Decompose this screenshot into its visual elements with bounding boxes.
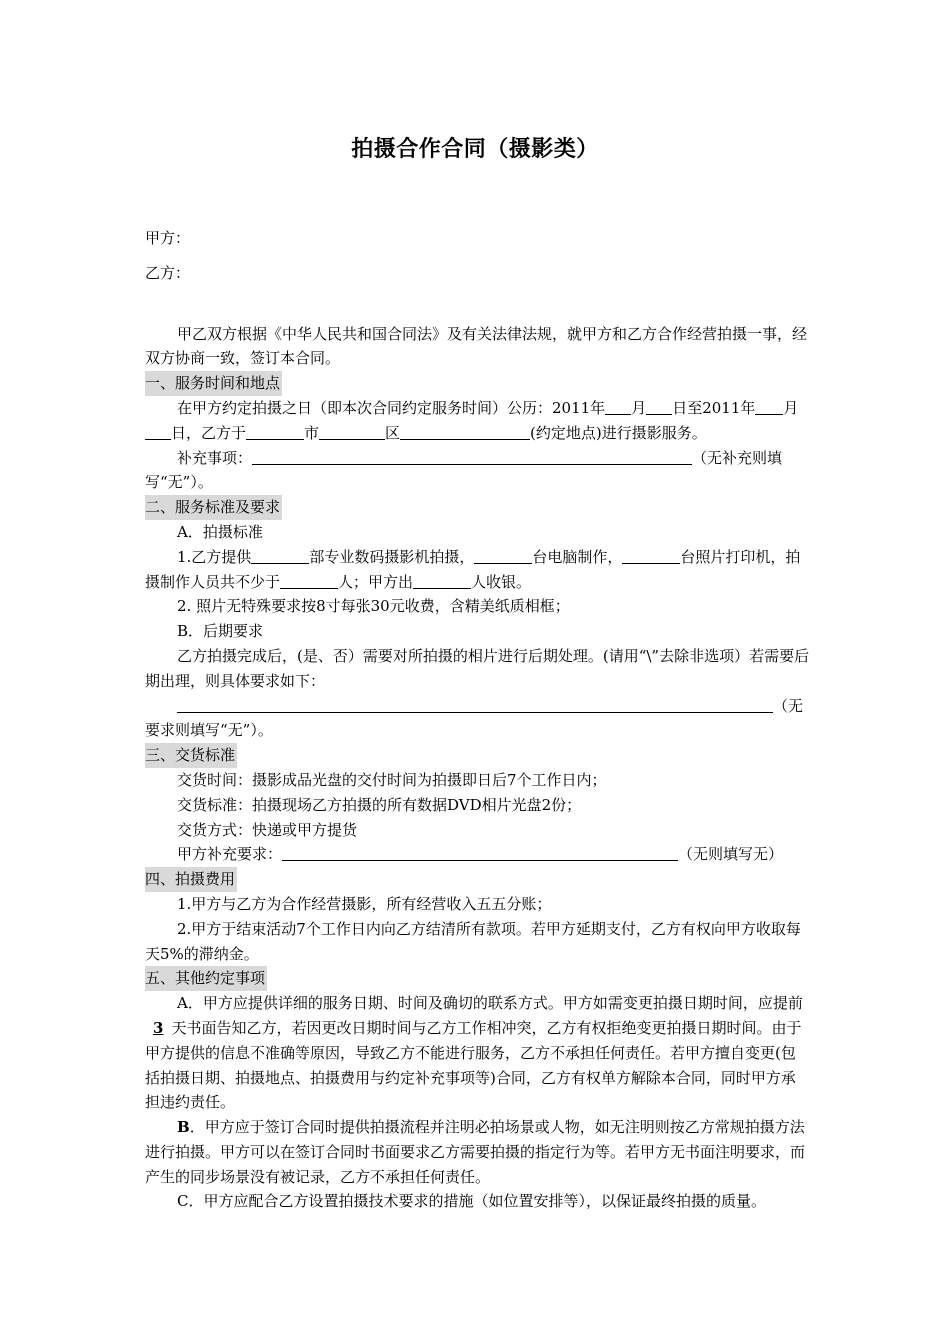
page-title: 拍摄合作合同（摄影类） (351, 137, 599, 162)
delivery-method: 交货方式：快递或甲方提货 (177, 820, 358, 839)
party-b-label: 乙方： (145, 263, 191, 282)
section-2-heading: 二、服务标准及要求 (145, 495, 810, 520)
delivery-time: 交货时间：摄影成品光盘的交付时间为拍摄即日后7个工作日内； (177, 770, 607, 789)
section-3-heading: 三、交货标准 (145, 743, 810, 768)
party-a-extra-requirements: 甲方补充要求： （无则填写无） (177, 845, 784, 864)
intro-paragraph: 甲乙双方根据《中华人民共和国合同法》及有关法律法规，就甲方和乙方合作经营拍摄一事，经双方协商一致，签订本合同。 (145, 324, 808, 368)
section-5-heading: 五、其他约定事项 (145, 966, 810, 991)
party-a-label: 甲方： (145, 229, 191, 247)
clause-c-paragraph: C．甲方应配合乙方设置拍摄技术要求的措施（如位置安排等），以保证最终拍摄的质量。 (177, 1192, 766, 1211)
revenue-split-paragraph: 1.甲方与乙方为合作经营摄影，所有经营收入五五分账； (177, 894, 552, 913)
delivery-standard: 交货标准：拍摄现场乙方拍摄的所有数据DVD相片光盘2份； (177, 795, 582, 814)
section-4-heading: 四、拍摄费用 (145, 867, 810, 892)
equipment-paragraph: 1.乙方提供 部专业数码摄影机拍摄， 台电脑制作， 台照片打印机，拍摄制作人员共不少于 人；甲方出 人收银。 (145, 547, 801, 591)
photo-price-paragraph: 2. 照片无特殊要求按8寸每张30元收费，含精美纸质相框； (177, 597, 570, 616)
contract-body (145, 226, 810, 1214)
clause-b-paragraph: B．甲方应于签订合同时提供拍摄流程并注明必拍场景或人物，如无注明则按乙方常规拍摄方法进行拍摄。甲方可以在签订合同时书面要求乙方需要拍摄的指定行为等。若甲方无书面注明要求，而产生的同步场景没有被记录，乙方不承担任何责任。 (145, 1118, 806, 1186)
post-processing-heading: B．后期要求 (177, 622, 264, 641)
notice-days: 3 (153, 1018, 164, 1037)
payment-paragraph: 2.甲方于结束活动7个工作日内向乙方结清所有款项。若甲方延期支付，乙方有权向甲方收取每天5%的滞纳金。 (145, 919, 801, 963)
post-requirements-line: （无要求则填写“无”）。 (145, 696, 804, 740)
section-1-heading: 一、服务时间和地点 (145, 371, 810, 396)
service-time-paragraph: 在甲方约定拍摄之日（即本次合同约定服务时间）公历：2011年 月 日至2011年 月日，乙方于 市 区 (约定地点)进行摄影服务。 (145, 396, 810, 446)
post-processing-paragraph: 乙方拍摄完成后，(是、否）需要对所拍摄的相片进行后期处理。(请用“\”去除非选项）若需要后期出理，则具体要求如下： (145, 646, 810, 690)
clause-a-paragraph: A．甲方应提供详细的服务日期、时间及确切的联系方式。甲方如需变更拍摄日期时间，应提前3 天书面告知乙方，若因更改日期时间与乙方工作相冲突，乙方有权拒绝变更拍摄日期时间。由于甲方提供的信息不准确等原因，导致乙方不能进行服务，乙方不承担任何责任。若甲方擅自变更(包括拍摄日期、拍摄地点、拍摄费用与约定补充事项等)合同，乙方有权单方解除本合同，同时甲方承担违约责任。 (145, 994, 803, 1112)
supplement-paragraph: 补充事项： （无补充则填写“无”）。 (145, 448, 783, 492)
shooting-standard-heading: A．拍摄标准 (177, 522, 263, 541)
